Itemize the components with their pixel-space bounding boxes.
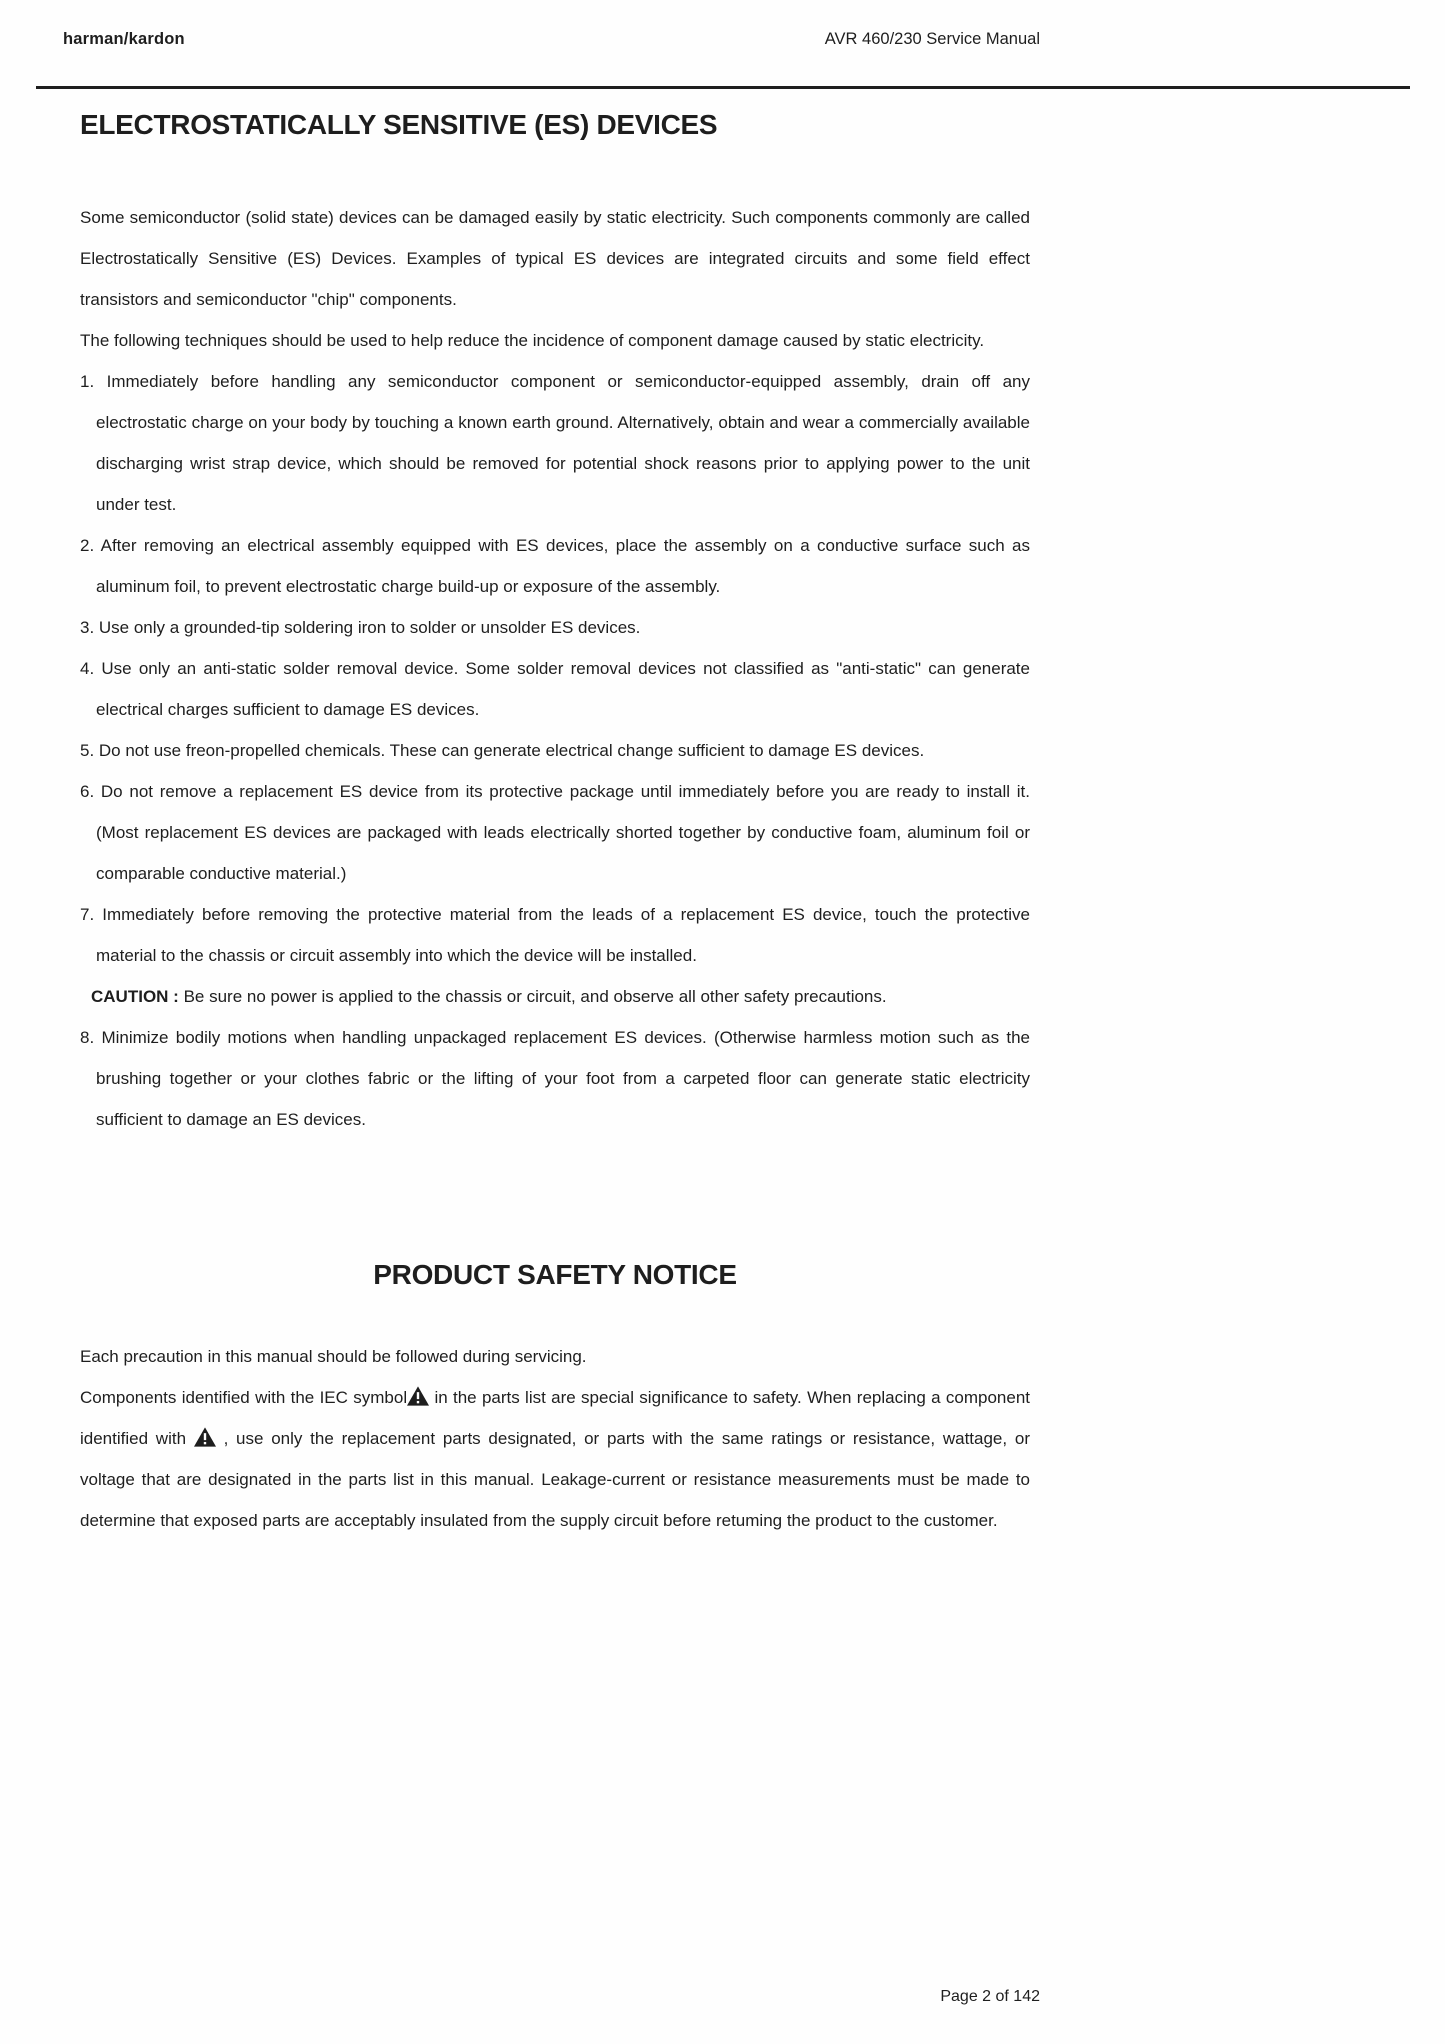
es-intro-paragraph: Some semiconductor (solid state) devices can be damaged easily by static electricity. Such components commonly are called Electrostatically Sensitive (ES) Devices. Examples of typical ES devices are integrated circuits and some field effect transistors and semiconductor "chip" components. — [80, 208, 1030, 309]
header-divider — [36, 86, 1410, 89]
caution-label: CAUTION : — [91, 987, 179, 1006]
page-content — [80, 108, 1030, 1541]
es-list-item: 8. Minimize bodily motions when handling unpackaged replacement ES devices. (Otherwise harmless motion such as the brushing together or your clothes fabric or the lifting of your foot from a carpeted floor can generate static electricity sufficient to damage an ES devices. — [80, 1028, 1030, 1129]
es-techniques-intro: The following techniques should be used to help reduce the incidence of component damage caused by static electricity. — [80, 331, 985, 350]
es-list-item: 5. Do not use freon-propelled chemicals. These can generate electrical change sufficient to damage ES devices. — [80, 741, 925, 760]
safety-paragraph-precaution: Each precaution in this manual should be followed during servicing. — [80, 1347, 587, 1366]
es-list-item: 1. Immediately before handling any semiconductor component or semiconductor-equipped assembly, drain off any electrostatic charge on your body by touching a known earth ground. Alternatively, obtain and wear a commercially available discharging wrist strap device, which should be removed for potential shock reasons prior to applying power to the unit under test. — [80, 372, 1030, 514]
safety-para-text: , use only the replacement parts designated, or parts with the same ratings or resistance, wattage, or voltage that are designated in the parts list in this manual. Leakage-current or resistance measurements must be made to determine that exposed parts are acceptably insulated from the supply circuit before retuming the product to the customer. — [80, 1429, 1030, 1530]
es-list-item: 7. Immediately before removing the protective material from the leads of a replacement ES device, touch the protective material to the chassis or circuit assembly into which the device will be installed. — [80, 905, 1030, 965]
safety-para-text: Components identified with the IEC symbol — [80, 1388, 408, 1407]
manual-title: AVR 460/230 Service Manual — [824, 30, 1040, 48]
es-list-item: 2. After removing an electrical assembly equipped with ES devices, place the assembly on a conductive surface such as aluminum foil, to prevent electrostatic charge build-up or exposure of the assembly. — [80, 536, 1030, 596]
safety-paragraph-components — [80, 1377, 1030, 1541]
caution-note — [80, 976, 1030, 1017]
es-list-item: 3. Use only a grounded-tip soldering iron to solder or unsolder ES devices. — [80, 618, 641, 637]
es-list-item: 6. Do not remove a replacement ES device from its protective package until immediately before you are ready to install it. (Most replacement ES devices are packaged with leads electrically shorted together by conductive foam, aluminum foil or comparable conductive material.) — [80, 782, 1030, 883]
section-title-product-safety: PRODUCT SAFETY NOTICE — [373, 1259, 737, 1290]
es-list-item: 4. Use only an anti-static solder removal device. Some solder removal devices not classified as "anti-static" can generate electrical charges sufficient to damage ES devices. — [80, 659, 1030, 719]
iec-warning-icon — [194, 1427, 216, 1447]
safety-para-text: in the parts list are special significance to safety. When replacing a component identified with — [80, 1388, 1030, 1448]
iec-warning-icon — [407, 1386, 429, 1406]
section-title-es-devices: ELECTROSTATICALLY SENSITIVE (ES) DEVICES — [80, 109, 718, 140]
brand-wordmark: harman/kardon — [63, 30, 185, 48]
page-number: Page 2 of 142 — [940, 1988, 1040, 2005]
caution-text: Be sure no power is applied to the chassis or circuit, and observe all other safety precautions. — [183, 987, 887, 1006]
